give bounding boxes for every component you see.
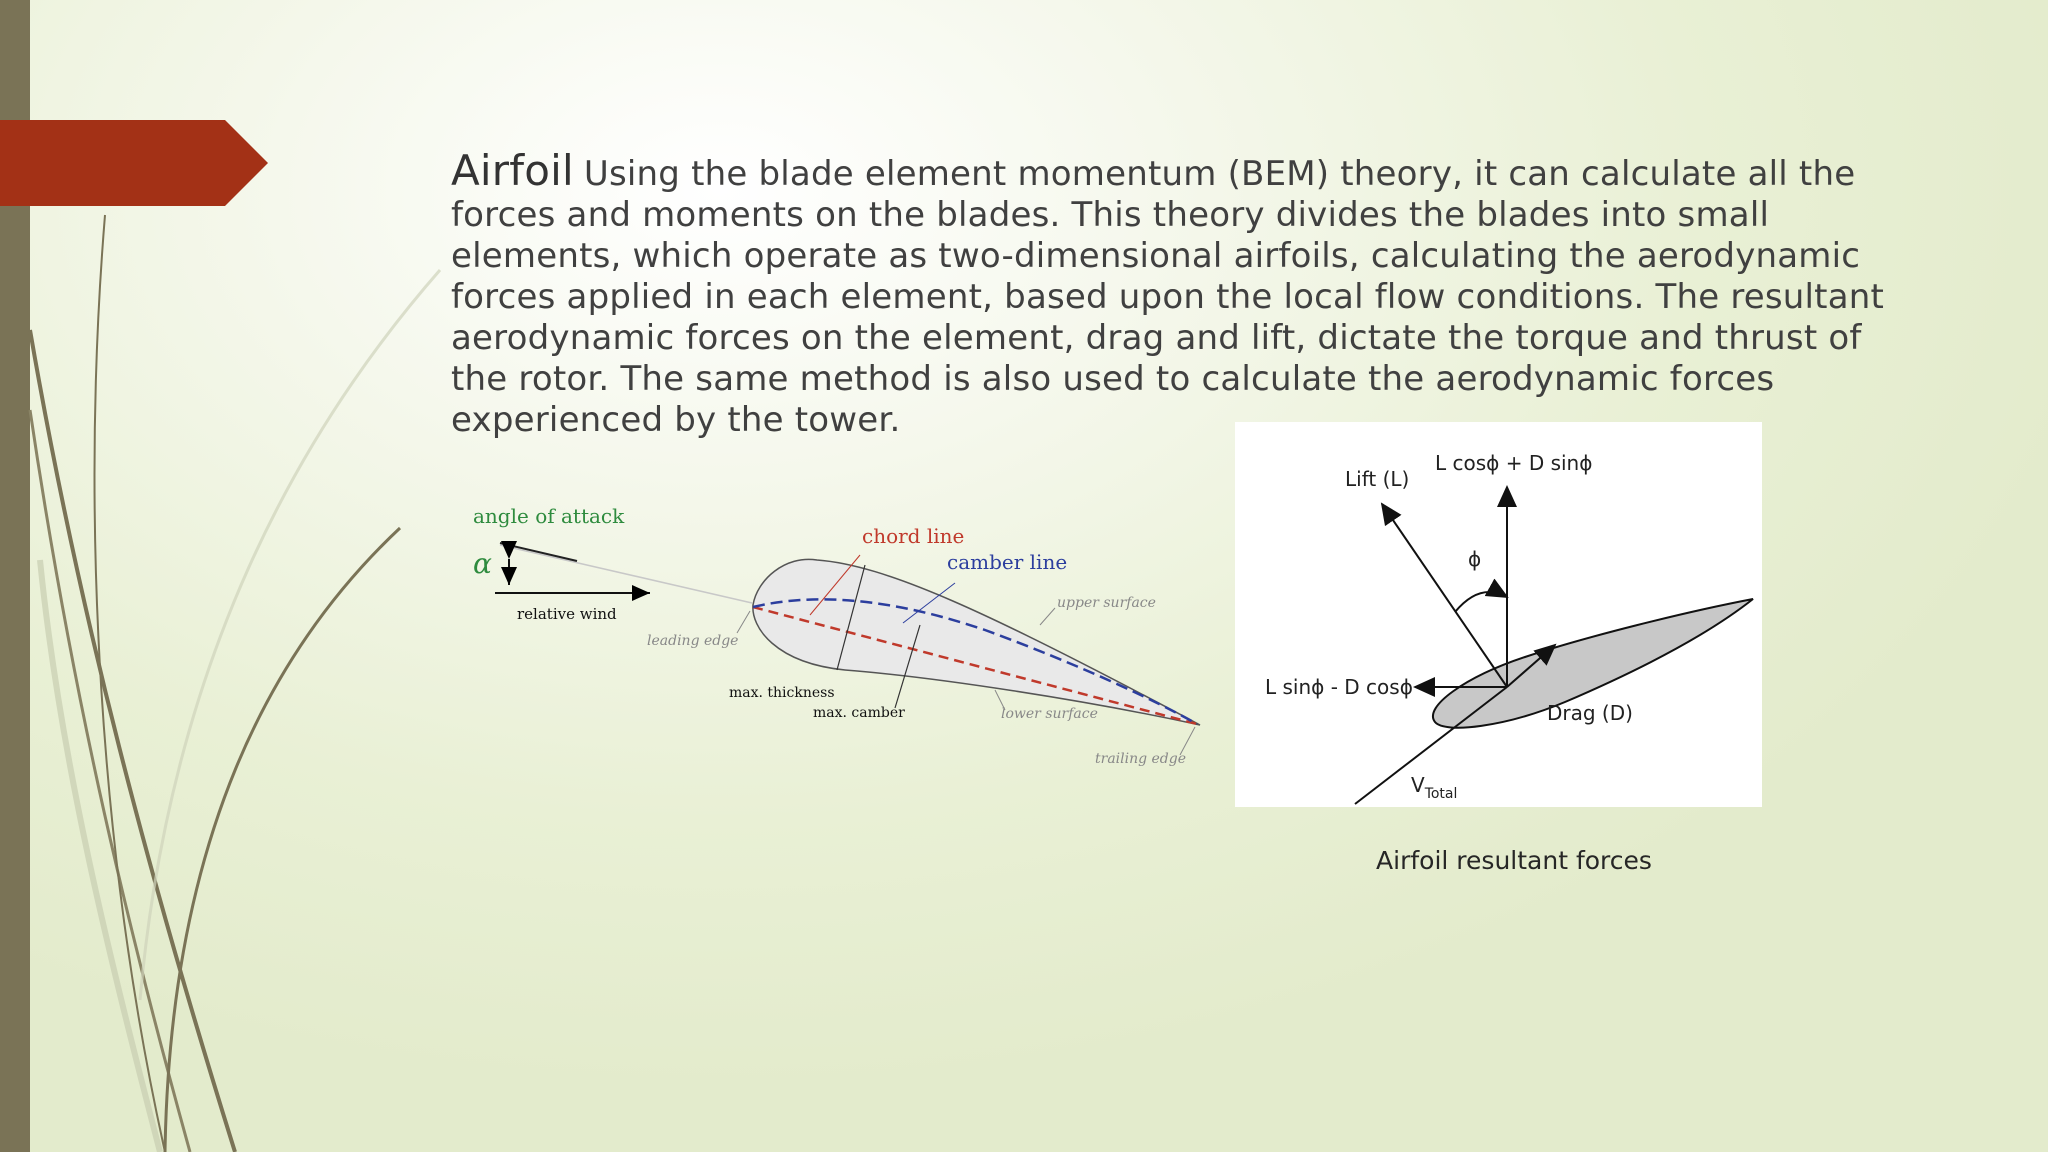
accent-arrow-tab (0, 120, 270, 206)
max-thickness-label: max. thickness (729, 685, 835, 701)
slide-title: Airfoil (451, 146, 574, 195)
trailing-edge-label: trailing edge (1095, 751, 1187, 767)
phi-angle-arc (1455, 592, 1507, 612)
chord-line-label: chord line (862, 524, 965, 548)
slide-body (451, 146, 1921, 441)
v-total-subscript: Total (1424, 786, 1458, 802)
forces-diagram (1235, 422, 1762, 807)
leading-edge-label: leading edge (647, 633, 739, 649)
vertical-component-label: L cosϕ + D sinϕ (1435, 451, 1593, 475)
figure-caption: Airfoil resultant forces (1376, 846, 1652, 875)
body-paragraph: Using the blade element momentum (BEM) theory, it can calculate all the forces and moments on the blades. This theory divides the blades into small elements, which operate as two-dimensional airfoils, calculating the aerodynamic forces applied in each element, based upon the local flow conditions. The resultant aerodynamic forces on the element, drag and lift, dictate the torque and thrust of the rotor. The same method is also used to calculate the aerodynamic forces experienced by the tower. (451, 154, 1885, 440)
horizontal-component-label: L sinϕ - D cosϕ (1265, 675, 1413, 699)
leading-edge-leader (737, 611, 750, 633)
chord-direction-line (500, 543, 577, 561)
lift-arrow (1382, 504, 1507, 687)
airfoil-diagram (465, 495, 1205, 785)
lower-surface-label: lower surface (1001, 706, 1098, 722)
lift-label: Lift (L) (1345, 467, 1410, 491)
v-total-label (1411, 773, 1457, 802)
phi-label: ϕ (1468, 547, 1482, 571)
drag-label: Drag (D) (1547, 701, 1633, 725)
relative-wind-extension (500, 545, 752, 603)
forces-figure (1235, 422, 1762, 807)
v-total-main: V (1411, 773, 1425, 797)
upper-surface-leader (1040, 608, 1055, 625)
alpha-label: α (473, 547, 492, 580)
max-camber-label: max. camber (813, 705, 905, 721)
angle-of-attack-label: angle of attack (473, 504, 625, 528)
camber-line-label: camber line (947, 550, 1068, 574)
upper-surface-label: upper surface (1057, 595, 1156, 611)
relative-wind-label: relative wind (517, 605, 617, 623)
